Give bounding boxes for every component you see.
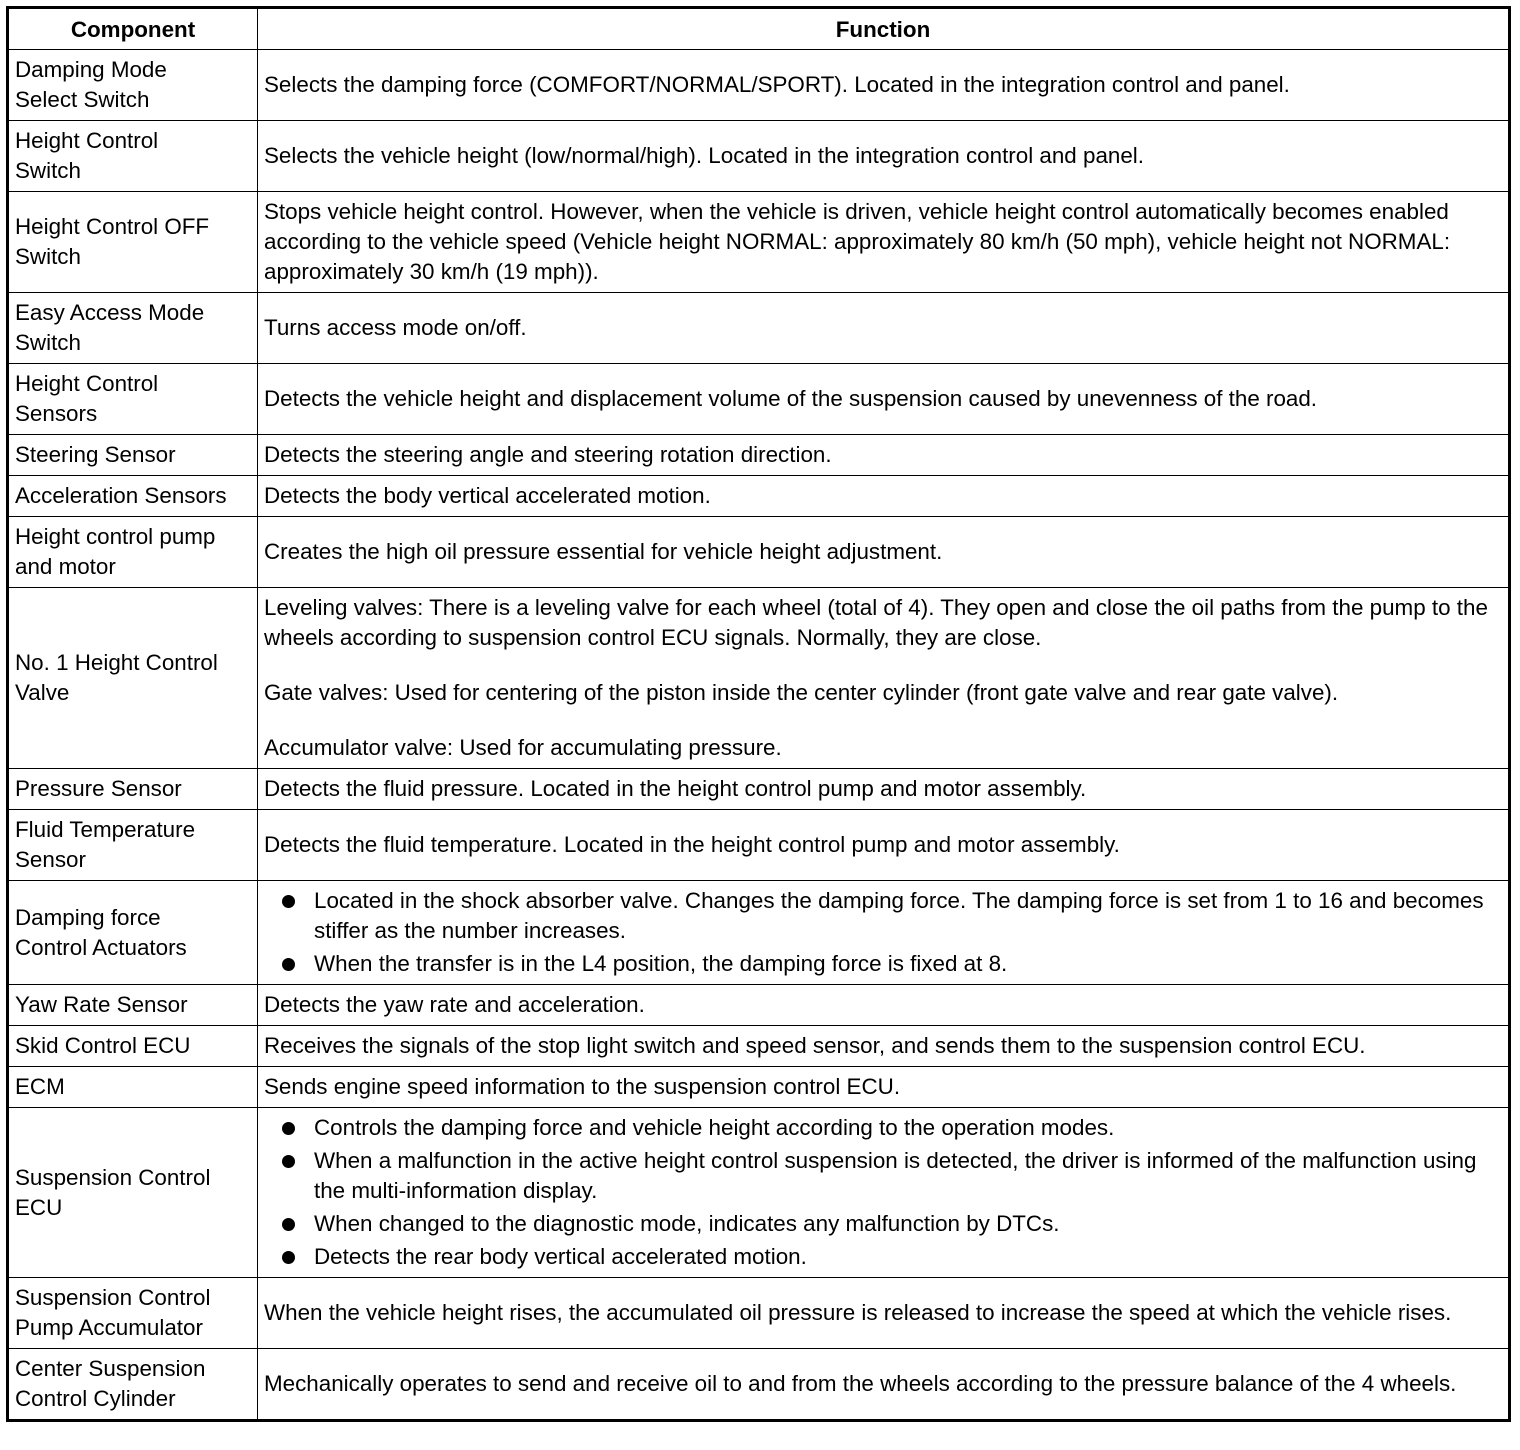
function-cell bbox=[258, 476, 1510, 517]
table-row bbox=[8, 364, 1510, 435]
table-row bbox=[8, 1349, 1510, 1421]
function-text: When the vehicle height rises, the accumulated oil pressure is released to increase the speed at which the vehicle rises. bbox=[264, 1300, 1452, 1325]
table-row bbox=[8, 769, 1510, 810]
table-row bbox=[8, 1067, 1510, 1108]
function-cell bbox=[258, 192, 1510, 293]
component-cell: Fluid Temperature Sensor bbox=[8, 810, 258, 881]
component-cell: Height Control Sensors bbox=[8, 364, 258, 435]
function-cell bbox=[258, 810, 1510, 881]
function-bullet-item: Located in the shock absorber valve. Changes the damping force. The damping force is set from 1 to 16 and becomes stiffer as the number increases. bbox=[264, 886, 1502, 946]
function-text: Detects the vehicle height and displacement volume of the suspension caused by unevenness of the road. bbox=[264, 386, 1318, 411]
function-bullet-item: Detects the rear body vertical accelerated motion. bbox=[264, 1242, 1502, 1272]
table-row bbox=[8, 435, 1510, 476]
function-bullet-item: When a malfunction in the active height control suspension is detected, the driver is informed of the malfunction using the multi-information display. bbox=[264, 1146, 1502, 1206]
function-text: Leveling valves: There is a leveling valve for each wheel (total of 4). They open and close the oil paths from the pump to the wheels according to suspension control ECU signals. Normally, they are close. bbox=[264, 595, 1488, 650]
function-cell bbox=[258, 881, 1510, 985]
function-text: Creates the high oil pressure essential for vehicle height adjustment. bbox=[264, 539, 943, 564]
function-text: Turns access mode on/off. bbox=[264, 315, 527, 340]
function-cell bbox=[258, 1026, 1510, 1067]
function-text: Detects the fluid temperature. Located in the height control pump and motor assembly. bbox=[264, 832, 1120, 857]
function-cell bbox=[258, 769, 1510, 810]
component-cell: Center Suspension Control Cylinder bbox=[8, 1349, 258, 1421]
function-bullet-list bbox=[264, 1113, 1502, 1272]
function-text: Detects the fluid pressure. Located in the height control pump and motor assembly. bbox=[264, 776, 1087, 801]
header-row bbox=[8, 8, 1510, 50]
function-cell bbox=[258, 121, 1510, 192]
table-row bbox=[8, 881, 1510, 985]
component-cell: Height Control OFF Switch bbox=[8, 192, 258, 293]
table-row bbox=[8, 1026, 1510, 1067]
table-row bbox=[8, 192, 1510, 293]
function-text: Sends engine speed information to the suspension control ECU. bbox=[264, 1074, 901, 1099]
component-cell: Acceleration Sensors bbox=[8, 476, 258, 517]
function-text: Gate valves: Used for centering of the piston inside the center cylinder (front gate valve and rear gate valve). bbox=[264, 680, 1339, 705]
function-bullet-item: When changed to the diagnostic mode, indicates any malfunction by DTCs. bbox=[264, 1209, 1502, 1239]
function-cell bbox=[258, 1108, 1510, 1278]
table-row bbox=[8, 517, 1510, 588]
function-text: Detects the body vertical accelerated motion. bbox=[264, 483, 711, 508]
component-cell: Damping force Control Actuators bbox=[8, 881, 258, 985]
function-text: Selects the vehicle height (low/normal/high). Located in the integration control and panel. bbox=[264, 143, 1144, 168]
function-text: Receives the signals of the stop light switch and speed sensor, and sends them to the suspension control ECU. bbox=[264, 1033, 1366, 1058]
component-cell: Skid Control ECU bbox=[8, 1026, 258, 1067]
table-row bbox=[8, 1108, 1510, 1278]
component-cell: No. 1 Height Control Valve bbox=[8, 588, 258, 769]
component-cell: Steering Sensor bbox=[8, 435, 258, 476]
function-cell bbox=[258, 985, 1510, 1026]
component-cell: ECM bbox=[8, 1067, 258, 1108]
table-row bbox=[8, 1278, 1510, 1349]
table-row bbox=[8, 121, 1510, 192]
column-header-function: Function bbox=[258, 8, 1510, 50]
table-row bbox=[8, 50, 1510, 121]
function-text: Detects the steering angle and steering rotation direction. bbox=[264, 442, 832, 467]
component-cell: Suspension Control Pump Accumulator bbox=[8, 1278, 258, 1349]
function-text: Detects the yaw rate and acceleration. bbox=[264, 992, 645, 1017]
table-body bbox=[8, 50, 1510, 1421]
function-cell bbox=[258, 1067, 1510, 1108]
component-cell: Pressure Sensor bbox=[8, 769, 258, 810]
component-function-table bbox=[6, 6, 1511, 1422]
function-bullet-list bbox=[264, 886, 1502, 979]
function-cell bbox=[258, 517, 1510, 588]
component-cell: Height Control Switch bbox=[8, 121, 258, 192]
function-text: Selects the damping force (COMFORT/NORMAL/SPORT). Located in the integration control and panel. bbox=[264, 72, 1290, 97]
function-cell bbox=[258, 435, 1510, 476]
table-row bbox=[8, 810, 1510, 881]
function-bullet-item: Controls the damping force and vehicle height according to the operation modes. bbox=[264, 1113, 1502, 1143]
function-cell bbox=[258, 1349, 1510, 1421]
function-text: Mechanically operates to send and receive oil to and from the wheels according to the pressure balance of the 4 wheels. bbox=[264, 1371, 1457, 1396]
component-cell: Suspension Control ECU bbox=[8, 1108, 258, 1278]
column-header-component: Component bbox=[8, 8, 258, 50]
function-cell bbox=[258, 1278, 1510, 1349]
table-row bbox=[8, 476, 1510, 517]
component-cell: Height control pump and motor bbox=[8, 517, 258, 588]
function-cell bbox=[258, 364, 1510, 435]
table-row bbox=[8, 985, 1510, 1026]
table-row bbox=[8, 293, 1510, 364]
function-cell bbox=[258, 50, 1510, 121]
table-row bbox=[8, 588, 1510, 769]
component-cell: Yaw Rate Sensor bbox=[8, 985, 258, 1026]
function-text: Stops vehicle height control. However, when the vehicle is driven, vehicle height control automatically becomes enabled according to the vehicle speed (Vehicle height NORMAL: approximately 80 km/h (50 mph), vehicle height not NORMAL: approximately 30 km/h (19 mph)). bbox=[264, 199, 1451, 284]
function-cell bbox=[258, 293, 1510, 364]
function-text: Accumulator valve: Used for accumulating pressure. bbox=[264, 735, 782, 760]
function-bullet-item: When the transfer is in the L4 position, the damping force is fixed at 8. bbox=[264, 949, 1502, 979]
function-cell bbox=[258, 588, 1510, 769]
component-cell: Damping Mode Select Switch bbox=[8, 50, 258, 121]
component-cell: Easy Access Mode Switch bbox=[8, 293, 258, 364]
